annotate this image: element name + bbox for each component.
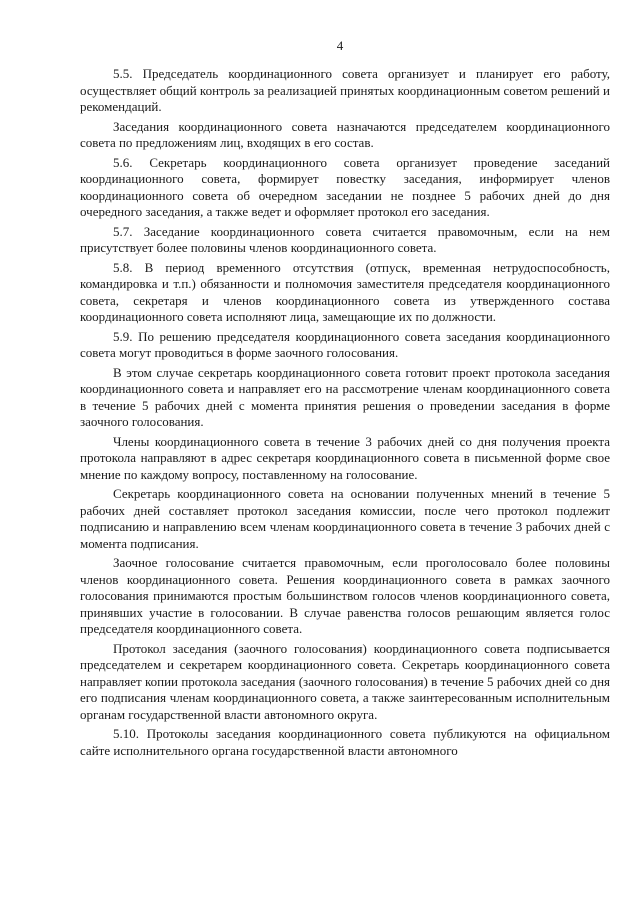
paragraph-5-10: 5.10. Протоколы заседания координационного совета публикуются на официальном сайте исполнительного органа государственной власти автономного (80, 726, 610, 758)
page-number: 4 (336, 38, 344, 53)
paragraph-5-9: 5.9. По решению председателя координационного совета заседания координационного совета могут проводиться в форме заочного голосования. (80, 328, 610, 360)
paragraph-draft-protocol: В этом случае секретарь координационного совета готовит проект протокола заседания координационного совета и направляет его на рассмотрение членам координационного совета в течение 5 рабочих дней с момента принятия решения о проведении заседания в форме заочного голосования. (80, 364, 610, 429)
paragraph-secretary-protocol: Секретарь координационного совета на основании полученных мнений в течение 5 рабочих дней составляет протокол заседания комиссии, после чего протокол подлежит подписанию и направлению всем членам координационного совета в течение 3 рабочих дней с момента подписания. (80, 486, 610, 551)
paragraph-5-8: 5.8. В период временного отсутствия (отпуск, временная нетрудоспособность, командировка и т.п.) обязанности и полномочия заместителя председателя координационного совета, секретаря и членов координационного совета из утвержденного состава координационного совета исполняют лица, замещающие их по должности. (80, 259, 610, 324)
paragraph-5-7: 5.7. Заседание координационного совета считается правомочным, если на нем присутствует более половины членов координационного совета. (80, 223, 610, 255)
paragraph-meetings-scheduling: Заседания координационного совета назначаются председателем координационного совета по предложениям лиц, входящих в его состав. (80, 118, 610, 150)
paragraph-absentee-voting: Заочное голосование считается правомочным, если проголосовало более половины членов координационного совета. Решения координационного совета в рамках заочного голосования принимаются простым большинством голосов членов координационного совета, принявших участие в голосовании. В случае равенства голосов решающим является голос председателя координационного совета. (80, 555, 610, 636)
paragraph-members-opinion: Члены координационного совета в течение 3 рабочих дней со дня получения проекта протокола направляют в адрес секретаря координационного совета в письменной форме свое мнение по каждому вопросу, поставленному на голосование. (80, 433, 610, 482)
document-body (80, 66, 610, 762)
paragraph-5-5: 5.5. Председатель координационного совета организует и планирует его работу, осуществляет общий контроль за реализацией принятых координационным советом решений и рекомендаций. (80, 66, 610, 114)
paragraph-5-6: 5.6. Секретарь координационного совета организует проведение заседаний координационного совета, формирует повестку заседания, информирует членов координационного совета об очередном заседании не позднее 5 рабочих дней до дня очередного заседания, а также ведет и оформляет протокол его заседания. (80, 154, 610, 219)
paragraph-protocol-signing: Протокол заседания (заочного голосования) координационного совета подписывается председателем и секретарем координационного совета. Секретарь координационного совета направляет копии протокола заседания (заочного голосования) в течение 5 рабочих дней со дня его подписания членам координационного совета, а также заинтересованным исполнительным органам государственной власти автономного округа. (80, 640, 610, 722)
